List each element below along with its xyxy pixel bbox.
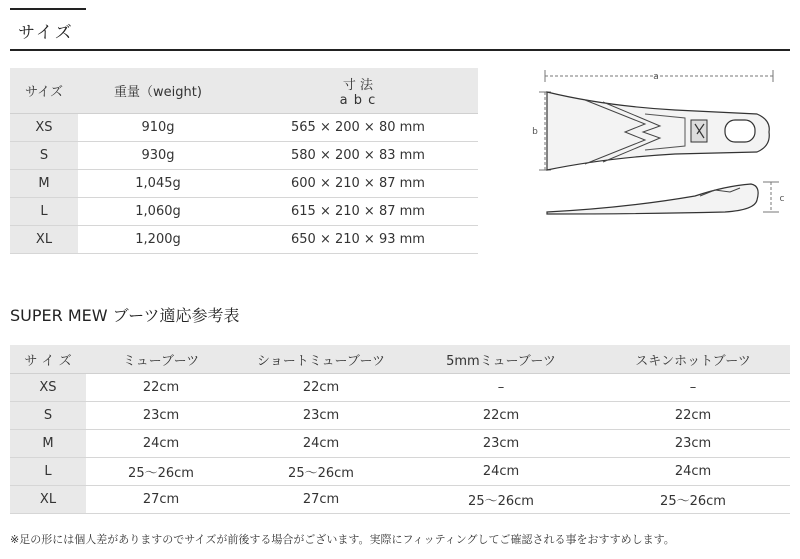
table-row (10, 142, 478, 170)
title-divider (10, 49, 790, 51)
title-accent-line (10, 8, 86, 10)
cell-mew-boots: 27cm (86, 486, 236, 514)
row-dimensions: 650 × 210 × 93 mm (238, 226, 478, 254)
boots-fit-table (10, 345, 790, 514)
row-weight: 930g (78, 142, 238, 170)
fin-side-outline (547, 184, 758, 214)
size-spec-table (10, 68, 478, 254)
cell-5mm-mew-boots: – (406, 374, 596, 402)
cell-mew-boots: 22cm (86, 374, 236, 402)
row-dimensions: 615 × 210 × 87 mm (238, 198, 478, 226)
table-row (10, 486, 790, 514)
table-header-row (10, 345, 790, 374)
row-weight: 1,045g (78, 170, 238, 198)
row-size: M (10, 430, 86, 458)
cell-short-mew-boots: 27cm (236, 486, 406, 514)
cell-5mm-mew-boots: 24cm (406, 458, 596, 486)
boots-table-title: SUPER MEW ブーツ適応参考表 (10, 306, 240, 325)
cell-short-mew-boots: 22cm (236, 374, 406, 402)
table-row (10, 374, 790, 402)
header-weight: 重量（weight) (78, 68, 238, 114)
fin-dimension-diagram (525, 62, 795, 232)
row-size: XS (10, 114, 78, 142)
row-dimensions: 565 × 200 × 80 mm (238, 114, 478, 142)
row-size: XS (10, 374, 86, 402)
cell-skin-hot-boots: 22cm (596, 402, 790, 430)
fitting-footnote: ※足の形には個人差がありますのでサイズが前後する場合がございます。実際にフィッティングしてご確認される事をおすすめします。 (10, 533, 675, 546)
row-weight: 910g (78, 114, 238, 142)
cell-5mm-mew-boots: 23cm (406, 430, 596, 458)
header-5mm-mew-boots: 5mmミューブーツ (406, 345, 596, 374)
row-size: XL (10, 226, 78, 254)
cell-short-mew-boots: 25～26cm (236, 458, 406, 486)
row-size: XL (10, 486, 86, 514)
row-size: M (10, 170, 78, 198)
header-size: サ イ ズ (10, 345, 86, 374)
section-title: サイズ (18, 23, 74, 43)
row-weight: 1,200g (78, 226, 238, 254)
header-skin-hot-boots: スキンホットブーツ (596, 345, 790, 374)
cell-skin-hot-boots: 23cm (596, 430, 790, 458)
cell-skin-hot-boots: – (596, 374, 790, 402)
table-row (10, 458, 790, 486)
dimension-b-label: b (532, 127, 538, 137)
header-short-mew-boots: ショートミューブーツ (236, 345, 406, 374)
cell-skin-hot-boots: 24cm (596, 458, 790, 486)
cell-mew-boots: 23cm (86, 402, 236, 430)
fin-foot-pocket (725, 120, 755, 142)
row-size: S (10, 142, 78, 170)
dimension-a-label: a (653, 72, 659, 82)
header-size: サイズ (10, 68, 78, 114)
table-row (10, 114, 478, 142)
table-row (10, 226, 478, 254)
row-dimensions: 600 × 210 × 87 mm (238, 170, 478, 198)
row-dimensions: 580 × 200 × 83 mm (238, 142, 478, 170)
dimension-c-label: c (779, 194, 785, 204)
table-row (10, 430, 790, 458)
table-row (10, 198, 478, 226)
row-weight: 1,060g (78, 198, 238, 226)
header-dimensions-sub: a b c (339, 92, 377, 108)
cell-skin-hot-boots: 25～26cm (596, 486, 790, 514)
cell-5mm-mew-boots: 25～26cm (406, 486, 596, 514)
cell-mew-boots: 25～26cm (86, 458, 236, 486)
cell-mew-boots: 24cm (86, 430, 236, 458)
header-dimensions-label: 寸 法 (342, 77, 374, 93)
table-row (10, 402, 790, 430)
header-dimensions (238, 68, 478, 114)
cell-5mm-mew-boots: 22cm (406, 402, 596, 430)
header-mew-boots: ミューブーツ (86, 345, 236, 374)
row-size: L (10, 198, 78, 226)
row-size: L (10, 458, 86, 486)
table-row (10, 170, 478, 198)
table-header-row (10, 68, 478, 114)
cell-short-mew-boots: 23cm (236, 402, 406, 430)
row-size: S (10, 402, 86, 430)
cell-short-mew-boots: 24cm (236, 430, 406, 458)
